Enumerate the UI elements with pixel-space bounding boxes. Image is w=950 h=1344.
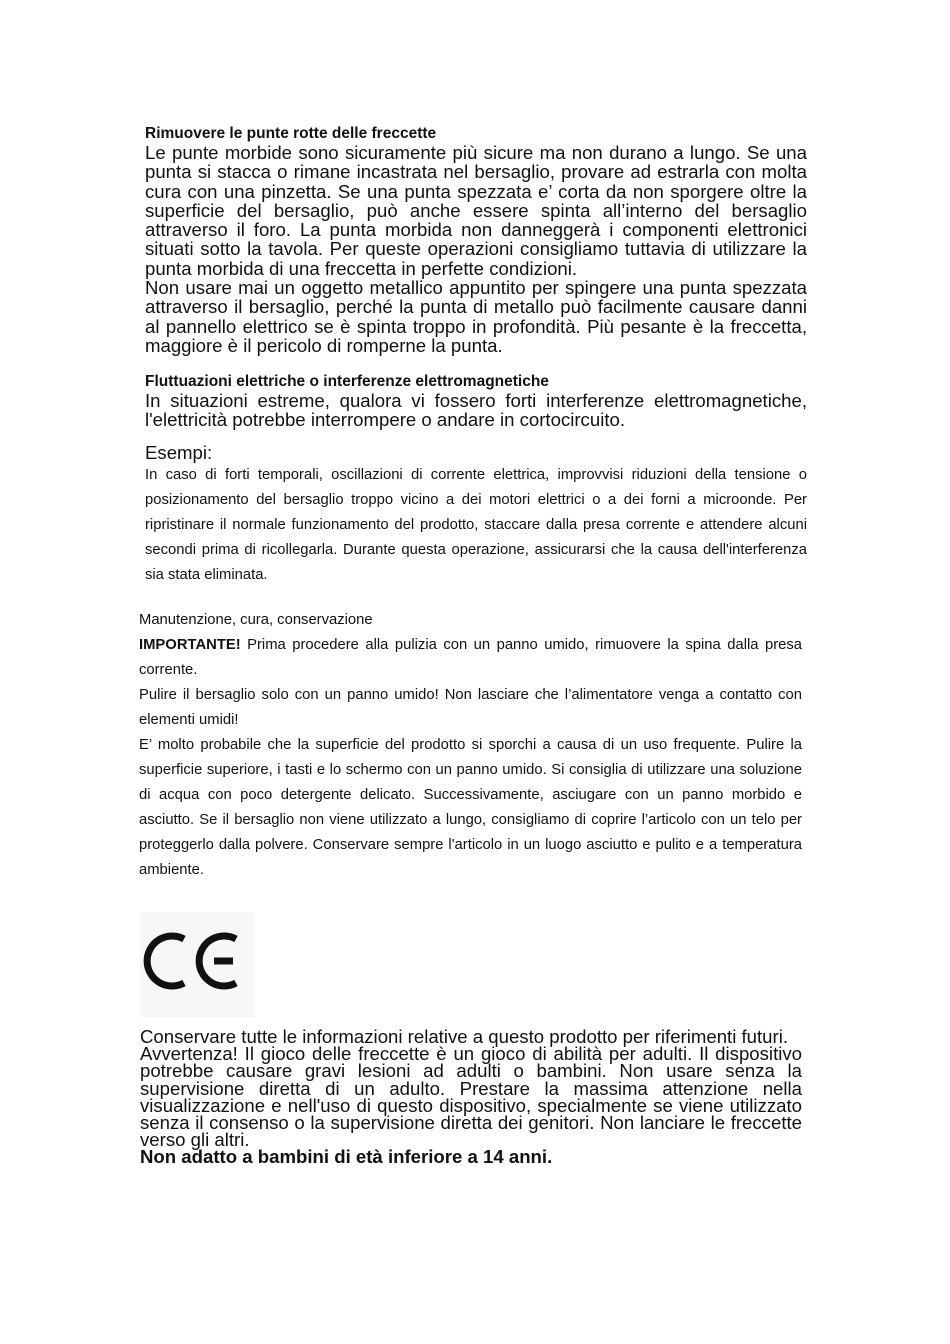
section-maintenance [139, 608, 802, 883]
paragraph: Avvertenza! Il gioco delle freccette è un gioco di abilità per adulti. Il dispositivo potrebbe causare gravi lesioni ad adulti o bambini. Non usare senza la supervisione diretta di un adulto. Prestare la massima attenzione nella visualizzazione e nell'uso di questo dispositivo, specialmente se viene utilizzato senza il consenso o la supervisione diretta dei genitori. Non lanciare le freccette verso gli altri. [140, 1043, 802, 1151]
paragraph: Non usare mai un oggetto metallico appuntito per spingere una punta spezzata attraverso il bersaglio, perché la punta di metallo può facilmente causare danni al pannello elettrico se è spinta troppo in profondità. Più pesante è la freccetta, maggiore è il pericolo di romperne la punta. [145, 277, 807, 356]
section-title: Rimuovere le punte rotte delle freccette [145, 125, 437, 142]
section-title: Fluttuazioni elettriche o interferenze elettromagnetiche [145, 373, 549, 390]
age-warning: Non adatto a bambini di età inferiore a 14 anni. [140, 1146, 553, 1168]
section-examples [145, 443, 807, 588]
paragraph: Conservare tutte le informazioni relative a questo prodotto per riferimenti futuri. [140, 1026, 788, 1047]
paragraph: In caso di forti temporali, oscillazioni di corrente elettrica, improvvisi riduzioni della tensione o posizionamento del bersaglio troppo vicino a dei motori elettrici o a dei forni a microonde. Per ripristinare il normale funzionamento del prodotto, staccare dalla presa corrente e attendere alcuni secondi prima di ricollegarla. Durante questa operazione, assicurarsi che la causa dell'interferenza sia stata eliminata. [145, 467, 807, 583]
paragraph: Pulire il bersaglio solo con un panno umido! Non lasciare che l’alimentatore venga a contatto con elementi umidi! [139, 687, 802, 728]
section-title: Esempi: [145, 442, 213, 463]
paragraph: Le punte morbide sono sicuramente più sicure ma non durano a lungo. Se una punta si stacca o rimane incastrata nel bersaglio, provare ad estrarla con molta cura con una pinzetta. Se una punta spezzata e’ corta da non sporgere oltre la superficie del bersaglio, può anche essere spinta all’interno del bersaglio attraverso il foro. La punta morbida non danneggerà i componenti elettronici situati sotto la tavola. Per queste operazioni consigliamo tuttavia di utilizzare la punta morbida di una freccetta in perfette condizioni. [145, 142, 807, 279]
paragraph: In situazioni estreme, qualora vi fossero forti interferenze elettromagnetiche, l'elettricità potrebbe interrompere o andare in cortocircuito. [145, 390, 807, 431]
important-label: IMPORTANTE! [139, 637, 241, 653]
paragraph [139, 633, 802, 683]
section-electrical-interference [145, 373, 807, 430]
ce-mark-logo [140, 912, 255, 1017]
section-title: Manutenzione, cura, conservazione [139, 612, 373, 628]
paragraph: E’ molto probabile che la superficie del prodotto si sporchi a causa di un uso frequente. Pulire la superficie superiore, i tasti e lo schermo con un panno umido. Si consiglia di utilizzare una soluzione di acqua con poco detergente delicato. Successivamente, asciugare con un panno morbido e asciutto. Se il bersaglio non viene utilizzato a lungo, consigliamo di coprire l’articolo con un telo per proteggerlo dalla polvere. Conservare sempre l'articolo in un luogo asciutto e pulito e a temperatura ambiente. [139, 737, 802, 878]
ce-mark-icon [140, 912, 255, 1017]
important-text: Prima procedere alla pulizia con un panno umido, rimuovere la spina dalla presa corrente. [139, 637, 802, 678]
section-warnings [140, 1028, 802, 1166]
section-remove-broken-tips [145, 125, 807, 355]
